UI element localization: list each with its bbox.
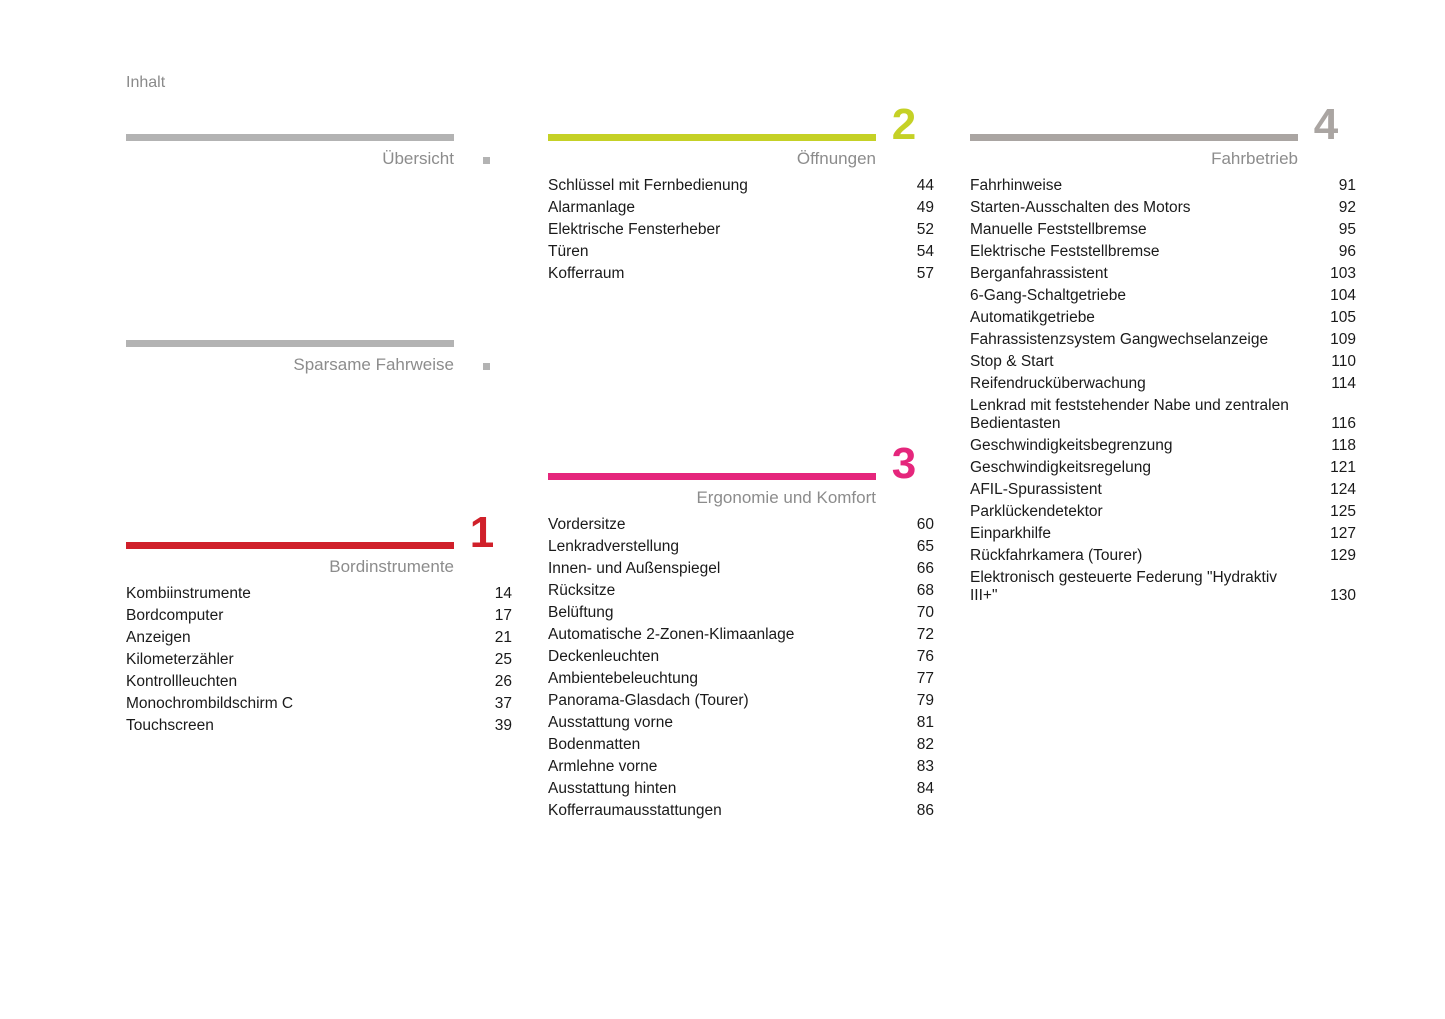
toc-entry-label: Schlüssel mit Fernbedienung xyxy=(548,177,748,194)
section-header xyxy=(126,141,512,171)
toc-entry-label: Lenkradverstellung xyxy=(548,538,679,555)
toc-entry-page: 76 xyxy=(916,648,934,665)
toc-list xyxy=(970,175,1356,607)
section-bar xyxy=(970,134,1298,141)
toc-entry[interactable] xyxy=(126,671,512,693)
toc-entry[interactable] xyxy=(970,351,1356,373)
toc-entry[interactable] xyxy=(970,523,1356,545)
toc-entry[interactable] xyxy=(548,241,934,263)
toc-entry[interactable] xyxy=(126,649,512,671)
toc-entry-label: Bordcomputer xyxy=(126,607,224,624)
toc-entry[interactable] xyxy=(126,627,512,649)
toc-entry-label: Elektronisch gesteuerte Federung "Hydraktiv III+" xyxy=(970,569,1278,604)
toc-entry-page: 110 xyxy=(1331,353,1356,370)
toc-entry-label: Manuelle Feststellbremse xyxy=(970,221,1147,238)
toc-entry[interactable] xyxy=(970,373,1356,395)
toc-entry-page: 17 xyxy=(494,607,512,624)
toc-entry-page: 57 xyxy=(916,265,934,282)
toc-entry-label: Berganfahrassistent xyxy=(970,265,1108,282)
toc-entry-page: 77 xyxy=(916,670,934,687)
toc-entry-page: 91 xyxy=(1338,177,1356,194)
toc-entry-label: Automatikgetriebe xyxy=(970,309,1095,326)
toc-entry-page: 39 xyxy=(494,717,512,734)
section-bar xyxy=(126,134,454,141)
section-bar xyxy=(548,134,876,141)
toc-entry-page: 116 xyxy=(1331,415,1356,432)
toc-entry-page: 124 xyxy=(1330,481,1356,498)
section-header xyxy=(126,508,512,579)
toc-entry-page: 96 xyxy=(1338,243,1356,260)
toc-entry-page: 86 xyxy=(916,802,934,819)
section-title[interactable]: Bordinstrumente xyxy=(329,557,454,576)
toc-entry[interactable] xyxy=(548,602,934,624)
section-marker-icon xyxy=(483,363,490,370)
toc-entry-label: Fahrhinweise xyxy=(970,177,1063,194)
toc-entry[interactable] xyxy=(970,479,1356,501)
toc-entry-page: 127 xyxy=(1330,525,1356,542)
section-header xyxy=(548,100,934,171)
toc-entry-page: 72 xyxy=(916,626,934,643)
toc-entry-page: 129 xyxy=(1330,547,1356,564)
toc-entry-page: 70 xyxy=(916,604,934,621)
toc-entry-label: Reifendrucküberwachung xyxy=(970,375,1146,392)
toc-entry[interactable] xyxy=(970,197,1356,219)
toc-entry-label: Lenkrad mit feststehender Nabe und zentralen Bedientasten xyxy=(970,397,1289,432)
toc-entry[interactable] xyxy=(970,435,1356,457)
toc-entry-page: 54 xyxy=(916,243,934,260)
toc-entry[interactable] xyxy=(126,715,512,737)
toc-entry-label: Innen- und Außenspiegel xyxy=(548,560,721,577)
toc-entry[interactable] xyxy=(126,605,512,627)
toc-entry-page: 125 xyxy=(1330,503,1356,520)
toc-entry[interactable] xyxy=(548,712,934,734)
toc-entry-label: Türen xyxy=(548,243,589,260)
toc-entry-page: 14 xyxy=(494,585,512,602)
section-bar xyxy=(126,542,454,549)
toc-entry[interactable] xyxy=(548,646,934,668)
toc-entry[interactable] xyxy=(548,219,934,241)
toc-entry-label: Ausstattung vorne xyxy=(548,714,673,731)
section-marker-icon xyxy=(483,157,490,164)
toc-entry-label: Kofferraumausstattungen xyxy=(548,802,722,819)
toc-entry[interactable] xyxy=(548,690,934,712)
section-bordinstrumente xyxy=(126,508,512,737)
section-ergonomie-komfort xyxy=(548,439,934,822)
toc-entry-page: 26 xyxy=(494,673,512,690)
section-title[interactable]: Öffnungen xyxy=(796,149,876,168)
section-title[interactable]: Sparsame Fahrweise xyxy=(293,355,454,374)
toc-entry-page: 79 xyxy=(916,692,934,709)
section-number: 1 xyxy=(469,508,495,557)
toc-entry[interactable] xyxy=(970,329,1356,351)
toc-entry-label: Kontrollleuchten xyxy=(126,673,238,690)
toc-entry-label: Kofferraum xyxy=(548,265,625,282)
toc-entry[interactable] xyxy=(970,567,1356,607)
toc-entry[interactable] xyxy=(970,263,1356,285)
section-oeffnungen xyxy=(548,100,934,285)
section-header xyxy=(548,439,934,510)
toc-entry-page: 118 xyxy=(1331,437,1356,454)
section-title[interactable]: Ergonomie und Komfort xyxy=(696,488,876,507)
toc-entry-label: Starten-Ausschalten des Motors xyxy=(970,199,1191,216)
toc-entry[interactable] xyxy=(970,285,1356,307)
toc-entry-label: Monochrombildschirm C xyxy=(126,695,294,712)
toc-entry[interactable] xyxy=(970,457,1356,479)
toc-list xyxy=(548,514,934,822)
toc-entry-page: 82 xyxy=(916,736,934,753)
toc-entry-label: Kombiinstrumente xyxy=(126,585,251,602)
toc-entry[interactable] xyxy=(548,263,934,285)
section-header xyxy=(970,100,1356,171)
toc-entry[interactable] xyxy=(548,756,934,778)
toc-entry-page: 52 xyxy=(916,221,934,238)
toc-entry[interactable] xyxy=(970,545,1356,567)
toc-entry-page: 25 xyxy=(494,651,512,668)
section-title[interactable]: Übersicht xyxy=(382,149,454,168)
toc-entry-page: 84 xyxy=(916,780,934,797)
toc-entry-page: 130 xyxy=(1330,587,1356,604)
section-fahrbetrieb xyxy=(970,100,1356,607)
toc-entry-label: Rückfahrkamera (Tourer) xyxy=(970,547,1143,564)
toc-entry[interactable] xyxy=(970,395,1356,435)
toc-entry-page: 104 xyxy=(1330,287,1356,304)
toc-entry-label: Alarmanlage xyxy=(548,199,636,216)
toc-entry-label: Parklückendetektor xyxy=(970,503,1103,520)
toc-entry-label: Kilometerzähler xyxy=(126,651,234,668)
toc-entry-label: Deckenleuchten xyxy=(548,648,660,665)
toc-entry-page: 60 xyxy=(916,516,934,533)
toc-entry-label: Stop & Start xyxy=(970,353,1054,370)
toc-entry-label: Automatische 2-Zonen-Klimaanlage xyxy=(548,626,795,643)
toc-entry-label: Panorama-Glasdach (Tourer) xyxy=(548,692,749,709)
section-title[interactable]: Fahrbetrieb xyxy=(1211,149,1298,168)
section-number: 3 xyxy=(891,439,917,488)
toc-entry[interactable] xyxy=(126,583,512,605)
toc-entry[interactable] xyxy=(970,219,1356,241)
toc-entry[interactable] xyxy=(548,778,934,800)
section-bar xyxy=(126,340,454,347)
toc-entry-page: 105 xyxy=(1330,309,1356,326)
toc-entry-page: 65 xyxy=(916,538,934,555)
toc-entry[interactable] xyxy=(548,175,934,197)
toc-entry-page: 21 xyxy=(494,629,512,646)
section-bar xyxy=(548,473,876,480)
toc-list xyxy=(126,583,512,737)
toc-entry[interactable] xyxy=(970,241,1356,263)
toc-entry[interactable] xyxy=(970,175,1356,197)
toc-entry-label: 6-Gang-Schaltgetriebe xyxy=(970,287,1126,304)
toc-entry-label: Armlehne vorne xyxy=(548,758,658,775)
toc-entry-page: 121 xyxy=(1330,459,1356,476)
section-uebersicht xyxy=(126,134,512,171)
toc-entry-page: 81 xyxy=(916,714,934,731)
toc-entry[interactable] xyxy=(548,558,934,580)
toc-entry-page: 103 xyxy=(1330,265,1356,282)
toc-entry-label: Anzeigen xyxy=(126,629,191,646)
toc-entry-label: Ambientebeleuchtung xyxy=(548,670,698,687)
toc-entry[interactable] xyxy=(548,580,934,602)
page-header: Inhalt xyxy=(126,74,166,91)
toc-entry[interactable] xyxy=(548,668,934,690)
toc-entry[interactable] xyxy=(548,734,934,756)
toc-entry-label: Einparkhilfe xyxy=(970,525,1051,542)
toc-entry[interactable] xyxy=(970,501,1356,523)
toc-entry-label: Geschwindigkeitsbegrenzung xyxy=(970,437,1173,454)
section-header xyxy=(126,347,512,377)
toc-entry-page: 37 xyxy=(494,695,512,712)
toc-entry-label: Fahrassistenzsystem Gangwechselanzeige xyxy=(970,331,1269,348)
toc-entry-page: 68 xyxy=(916,582,934,599)
toc-entry-label: Geschwindigkeitsregelung xyxy=(970,459,1151,476)
toc-entry[interactable] xyxy=(970,307,1356,329)
toc-entry[interactable] xyxy=(548,536,934,558)
toc-entry-label: Rücksitze xyxy=(548,582,616,599)
toc-entry-page: 109 xyxy=(1330,331,1356,348)
toc-entry-page: 49 xyxy=(916,199,934,216)
toc-entry-label: Vordersitze xyxy=(548,516,626,533)
toc-entry[interactable] xyxy=(548,624,934,646)
toc-list xyxy=(548,175,934,285)
toc-entry-page: 114 xyxy=(1331,375,1356,392)
toc-entry-label: AFIL-Spurassistent xyxy=(970,481,1102,498)
section-sparsame-fahrweise xyxy=(126,340,512,377)
toc-entry-label: Elektrische Feststellbremse xyxy=(970,243,1160,260)
toc-entry[interactable] xyxy=(548,514,934,536)
toc-entry[interactable] xyxy=(548,197,934,219)
section-number: 4 xyxy=(1313,100,1339,149)
toc-entry-label: Ausstattung hinten xyxy=(548,780,677,797)
toc-entry-label: Bodenmatten xyxy=(548,736,641,753)
toc-entry[interactable] xyxy=(126,693,512,715)
section-number: 2 xyxy=(891,100,917,149)
toc-entry-label: Elektrische Fensterheber xyxy=(548,221,721,238)
toc-entry-page: 92 xyxy=(1338,199,1356,216)
toc-entry[interactable] xyxy=(548,800,934,822)
toc-entry-page: 44 xyxy=(916,177,934,194)
toc-entry-label: Touchscreen xyxy=(126,717,214,734)
toc-entry-page: 83 xyxy=(916,758,934,775)
toc-entry-label: Belüftung xyxy=(548,604,614,621)
toc-entry-page: 66 xyxy=(916,560,934,577)
toc-entry-page: 95 xyxy=(1338,221,1356,238)
